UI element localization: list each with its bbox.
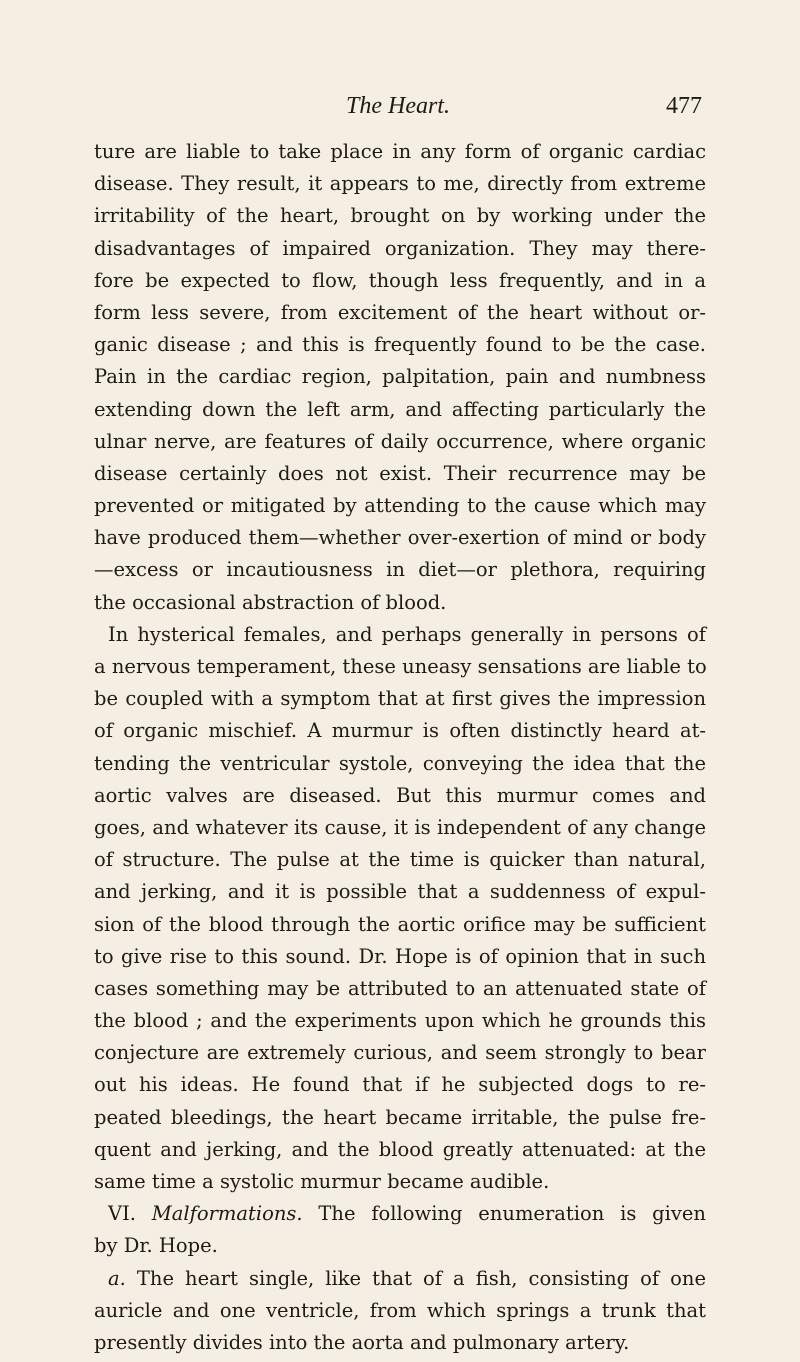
text-line: irritability of the heart, brought on by working under the: [94, 204, 706, 228]
text-line: ulnar nerve, are features of daily occurrence, where organic: [94, 429, 706, 453]
text-line: have produced them—whether over-exertion of mind or body: [94, 526, 706, 550]
page-number: 477: [666, 93, 702, 119]
text-line: and jerking, and it is possible that a suddenness of expul-: [94, 880, 706, 904]
item-letter: a.: [108, 1266, 126, 1290]
text-line: be coupled with a symptom that at first gives the impression: [94, 687, 706, 711]
text-line: goes, and whatever its cause, it is independent of any change: [94, 815, 706, 839]
text-line: the blood ; and the experiments upon which he grounds this: [94, 1009, 706, 1033]
text-line: sion of the blood through the aortic orifice may be sufficient: [94, 912, 706, 936]
text-line: ture are liable to take place in any form of organic cardiac: [94, 140, 706, 163]
body-text: [94, 136, 706, 1359]
text-line: disease. They result, it appears to me, directly from extreme: [94, 172, 706, 196]
text-line: tending the ventricular systole, conveying the idea that the: [94, 751, 706, 775]
list-item-a: [94, 1263, 706, 1295]
section-heading: Malformations.: [151, 1202, 303, 1226]
section-numeral: VI.: [108, 1202, 136, 1226]
text-line: presently divides into the aorta and pulmonary artery.: [94, 1330, 630, 1354]
running-title: The Heart.: [346, 93, 450, 119]
text-line: of structure. The pulse at the time is quicker than natural,: [94, 848, 706, 872]
text-line: peated bleedings, the heart became irritable, the pulse fre-: [94, 1105, 706, 1129]
section-intro: The following enumeration is given: [318, 1202, 706, 1226]
text-line: quent and jerking, and the blood greatly attenuated: at the: [94, 1137, 706, 1161]
text-line: of organic mischief. A murmur is often distinctly heard at-: [94, 719, 706, 743]
text-line: Pain in the cardiac region, palpitation, pain and numbness: [94, 365, 706, 389]
text-line: ganic disease ; and this is frequently found to be the case.: [94, 333, 706, 357]
text-line: the occasional abstraction of blood.: [94, 590, 447, 614]
text-line: cases something may be attributed to an attenuated state of: [94, 976, 706, 1000]
text-line: In hysterical females, and perhaps generally in persons of: [108, 622, 706, 646]
text-line: extending down the left arm, and affecting particularly the: [94, 397, 706, 421]
text-line: out his ideas. He found that if he subjected dogs to re-: [94, 1073, 706, 1097]
text-line: disadvantages of impaired organization. They may there-: [94, 236, 706, 260]
page-header: [94, 93, 702, 125]
text-line: conjecture are extremely curious, and seem strongly to bear: [94, 1041, 706, 1065]
text-line: to give rise to this sound. Dr. Hope is of opinion that in such: [94, 944, 706, 968]
text-line: form less severe, from excitement of the heart without or-: [94, 300, 706, 324]
text-line: —excess or incautiousness in diet—or plethora, requiring: [94, 558, 706, 582]
text-line: disease certainly does not exist. Their recurrence may be: [94, 461, 706, 485]
text-line: by Dr. Hope.: [94, 1234, 218, 1258]
item-text: The heart single, like that of a fish, consisting of one: [136, 1266, 706, 1290]
text-line: prevented or mitigated by attending to the cause which may: [94, 494, 706, 518]
text-line: a nervous temperament, these uneasy sensations are liable to: [94, 655, 707, 678]
text-line: auricle and one ventricle, from which springs a trunk that: [94, 1298, 706, 1322]
text-line: aortic valves are diseased. But this murmur comes and: [94, 783, 706, 807]
section-heading-line: [94, 1198, 706, 1230]
text-line: fore be expected to flow, though less frequently, and in a: [94, 268, 706, 292]
text-line: same time a systolic murmur became audible.: [94, 1170, 550, 1193]
